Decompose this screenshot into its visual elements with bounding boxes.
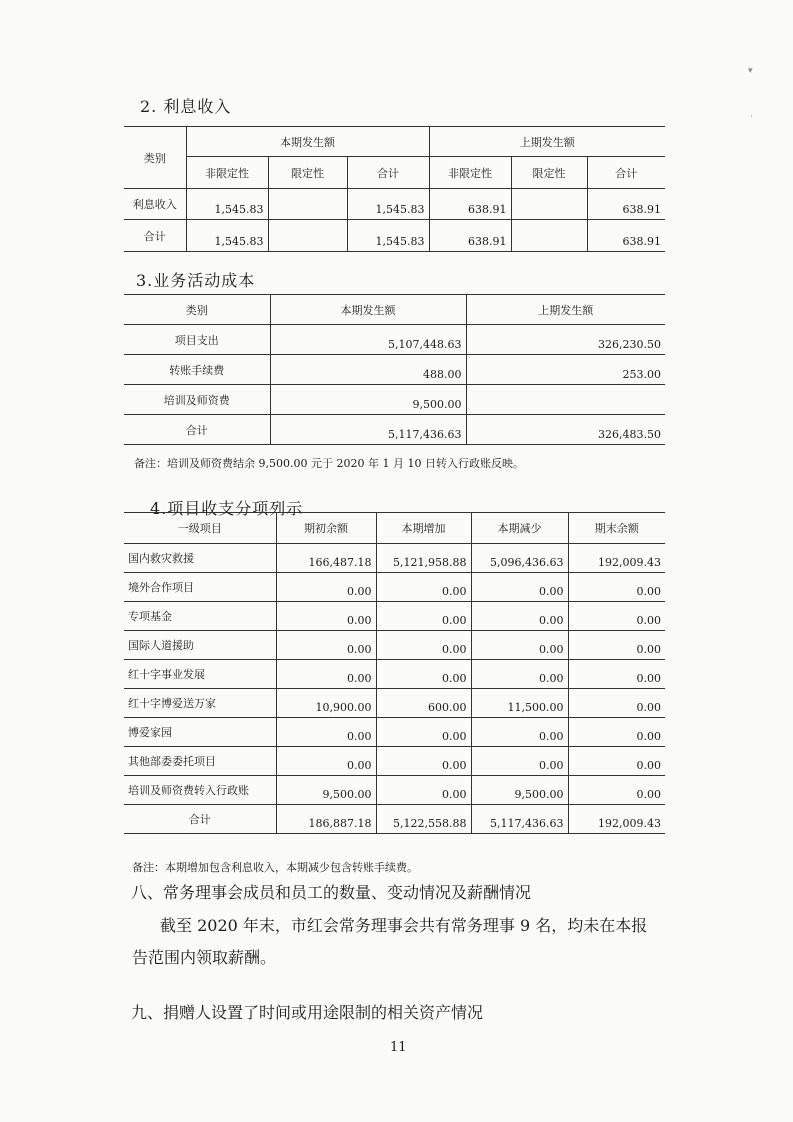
header-previous: 上期发生额 bbox=[466, 295, 665, 325]
row-label: 合计 bbox=[124, 415, 270, 445]
cell-value: 0.00 bbox=[568, 776, 665, 805]
cell-value: 0.00 bbox=[376, 747, 471, 776]
interest-income-table bbox=[124, 126, 665, 252]
section-2-title: 2. 利息收入 bbox=[140, 97, 232, 116]
activity-cost-table bbox=[124, 294, 665, 445]
cell-value: 0.00 bbox=[276, 573, 376, 602]
project-breakdown-table bbox=[124, 512, 665, 834]
cell-value: 0.00 bbox=[568, 689, 665, 718]
table-row bbox=[124, 573, 665, 602]
cell-value: 5,096,436.63 bbox=[471, 544, 568, 573]
header-closing: 期末余额 bbox=[568, 513, 665, 544]
header-total: 合计 bbox=[587, 157, 665, 189]
header-current: 本期发生额 bbox=[186, 127, 429, 157]
cell-value: 1,545.83 bbox=[347, 220, 429, 252]
header-current: 本期发生额 bbox=[270, 295, 466, 325]
row-label: 其他部委委托项目 bbox=[124, 747, 276, 776]
row-label: 项目支出 bbox=[124, 325, 270, 355]
section-8-title: 八、常务理事会成员和员工的数量、变动情况及薪酬情况 bbox=[131, 883, 532, 902]
cell-value: 0.00 bbox=[471, 602, 568, 631]
cell-value: 166,487.18 bbox=[276, 544, 376, 573]
cell-value: 0.00 bbox=[276, 631, 376, 660]
cell-value: 0.00 bbox=[568, 718, 665, 747]
section-4-note: 备注：本期增加包含利息收入，本期减少包含转账手续费。 bbox=[132, 861, 418, 874]
header-total: 合计 bbox=[347, 157, 429, 189]
table-row bbox=[124, 189, 665, 220]
cell-value: 0.00 bbox=[376, 602, 471, 631]
table-row bbox=[124, 355, 665, 385]
scan-mark: · bbox=[750, 112, 753, 122]
cell-value: 0.00 bbox=[276, 718, 376, 747]
table-row bbox=[124, 776, 665, 805]
row-label: 红十字博爱送万家 bbox=[124, 689, 276, 718]
table-row bbox=[124, 747, 665, 776]
cell-value: 0.00 bbox=[376, 776, 471, 805]
cell-value: 600.00 bbox=[376, 689, 471, 718]
header-unrestricted: 非限定性 bbox=[429, 157, 511, 189]
cell-value: 0.00 bbox=[276, 660, 376, 689]
table-row bbox=[124, 660, 665, 689]
cell-value: 0.00 bbox=[376, 631, 471, 660]
cell-value: 488.00 bbox=[270, 355, 466, 385]
table-row bbox=[124, 718, 665, 747]
cell-value: 192,009.43 bbox=[568, 805, 665, 834]
header-category: 类别 bbox=[124, 295, 270, 325]
row-label: 专项基金 bbox=[124, 602, 276, 631]
row-label: 国际人道援助 bbox=[124, 631, 276, 660]
row-label: 培训及师资费转入行政账 bbox=[124, 776, 276, 805]
header-category: 类别 bbox=[124, 127, 186, 189]
section-3-title: 3.业务活动成本 bbox=[136, 271, 256, 290]
row-label: 博爱家园 bbox=[124, 718, 276, 747]
cell-value: 5,121,958.88 bbox=[376, 544, 471, 573]
cell-value: 0.00 bbox=[568, 573, 665, 602]
section-3-note: 备注：培训及师资费结余 9,500.00 元于 2020 年 1 月 10 日转入行政账反映。 bbox=[134, 457, 524, 470]
cell-value: 0.00 bbox=[568, 660, 665, 689]
header-previous: 上期发生额 bbox=[429, 127, 665, 157]
cell-value bbox=[511, 220, 587, 252]
cell-value: 1,545.83 bbox=[186, 220, 268, 252]
cell-value: 0.00 bbox=[471, 660, 568, 689]
cell-value: 9,500.00 bbox=[471, 776, 568, 805]
section-9-title: 九、捐赠人设置了时间或用途限制的相关资产情况 bbox=[131, 1003, 484, 1022]
cell-value: 638.91 bbox=[587, 189, 665, 220]
table-row bbox=[124, 544, 665, 573]
cell-value: 1,545.83 bbox=[186, 189, 268, 220]
cell-value: 253.00 bbox=[466, 355, 665, 385]
table-row bbox=[124, 631, 665, 660]
cell-value: 5,117,436.63 bbox=[270, 415, 466, 445]
cell-value bbox=[466, 385, 665, 415]
section-8-body: 截至 2020 年末，市红会常务理事会共有常务理事 9 名，均未在本报告范围内领取薪酬。 bbox=[132, 916, 648, 967]
row-label: 利息收入 bbox=[124, 189, 186, 220]
header-increase: 本期增加 bbox=[376, 513, 471, 544]
cell-value: 0.00 bbox=[568, 602, 665, 631]
cell-value: 326,483.50 bbox=[466, 415, 665, 445]
cell-value: 0.00 bbox=[568, 747, 665, 776]
table-row bbox=[124, 415, 665, 445]
cell-value: 638.91 bbox=[587, 220, 665, 252]
cell-value: 5,122,558.88 bbox=[376, 805, 471, 834]
table-row bbox=[124, 689, 665, 718]
cell-value: 0.00 bbox=[376, 573, 471, 602]
header-unrestricted: 非限定性 bbox=[186, 157, 268, 189]
cell-value: 0.00 bbox=[376, 660, 471, 689]
cell-value: 0.00 bbox=[471, 631, 568, 660]
cell-value: 9,500.00 bbox=[270, 385, 466, 415]
table-row bbox=[124, 220, 665, 252]
cell-value: 638.91 bbox=[429, 189, 511, 220]
row-label: 合计 bbox=[124, 220, 186, 252]
cell-value: 9,500.00 bbox=[276, 776, 376, 805]
cell-value bbox=[511, 189, 587, 220]
cell-value: 10,900.00 bbox=[276, 689, 376, 718]
table-row bbox=[124, 805, 665, 834]
header-opening: 期初余额 bbox=[276, 513, 376, 544]
cell-value: 0.00 bbox=[568, 631, 665, 660]
row-label: 转账手续费 bbox=[124, 355, 270, 385]
cell-value: 11,500.00 bbox=[471, 689, 568, 718]
cell-value: 326,230.50 bbox=[466, 325, 665, 355]
cell-value: 5,107,448.63 bbox=[270, 325, 466, 355]
header-decrease: 本期减少 bbox=[471, 513, 568, 544]
row-label: 培训及师资费 bbox=[124, 385, 270, 415]
table-row bbox=[124, 385, 665, 415]
cell-value: 0.00 bbox=[376, 718, 471, 747]
page-number: 11 bbox=[390, 1040, 407, 1055]
header-project: 一级项目 bbox=[124, 513, 276, 544]
table-row bbox=[124, 602, 665, 631]
cell-value: 5,117,436.63 bbox=[471, 805, 568, 834]
row-label: 国内救灾救援 bbox=[124, 544, 276, 573]
cell-value: 192,009.43 bbox=[568, 544, 665, 573]
section-4-title: 4.项目收支分项列示 bbox=[150, 499, 304, 518]
cell-value: 0.00 bbox=[276, 747, 376, 776]
cell-value: 186,887.18 bbox=[276, 805, 376, 834]
cell-value: 0.00 bbox=[276, 602, 376, 631]
row-label: 红十字事业发展 bbox=[124, 660, 276, 689]
cell-value bbox=[268, 189, 347, 220]
row-label: 合计 bbox=[124, 805, 276, 834]
row-label: 境外合作项目 bbox=[124, 573, 276, 602]
cell-value: 638.91 bbox=[429, 220, 511, 252]
cell-value: 1,545.83 bbox=[347, 189, 429, 220]
cell-value: 0.00 bbox=[471, 747, 568, 776]
table-row bbox=[124, 325, 665, 355]
cell-value: 0.00 bbox=[471, 718, 568, 747]
cell-value bbox=[268, 220, 347, 252]
scan-mark: ▾ bbox=[748, 66, 753, 76]
header-restricted: 限定性 bbox=[268, 157, 347, 189]
header-restricted: 限定性 bbox=[511, 157, 587, 189]
cell-value: 0.00 bbox=[471, 573, 568, 602]
